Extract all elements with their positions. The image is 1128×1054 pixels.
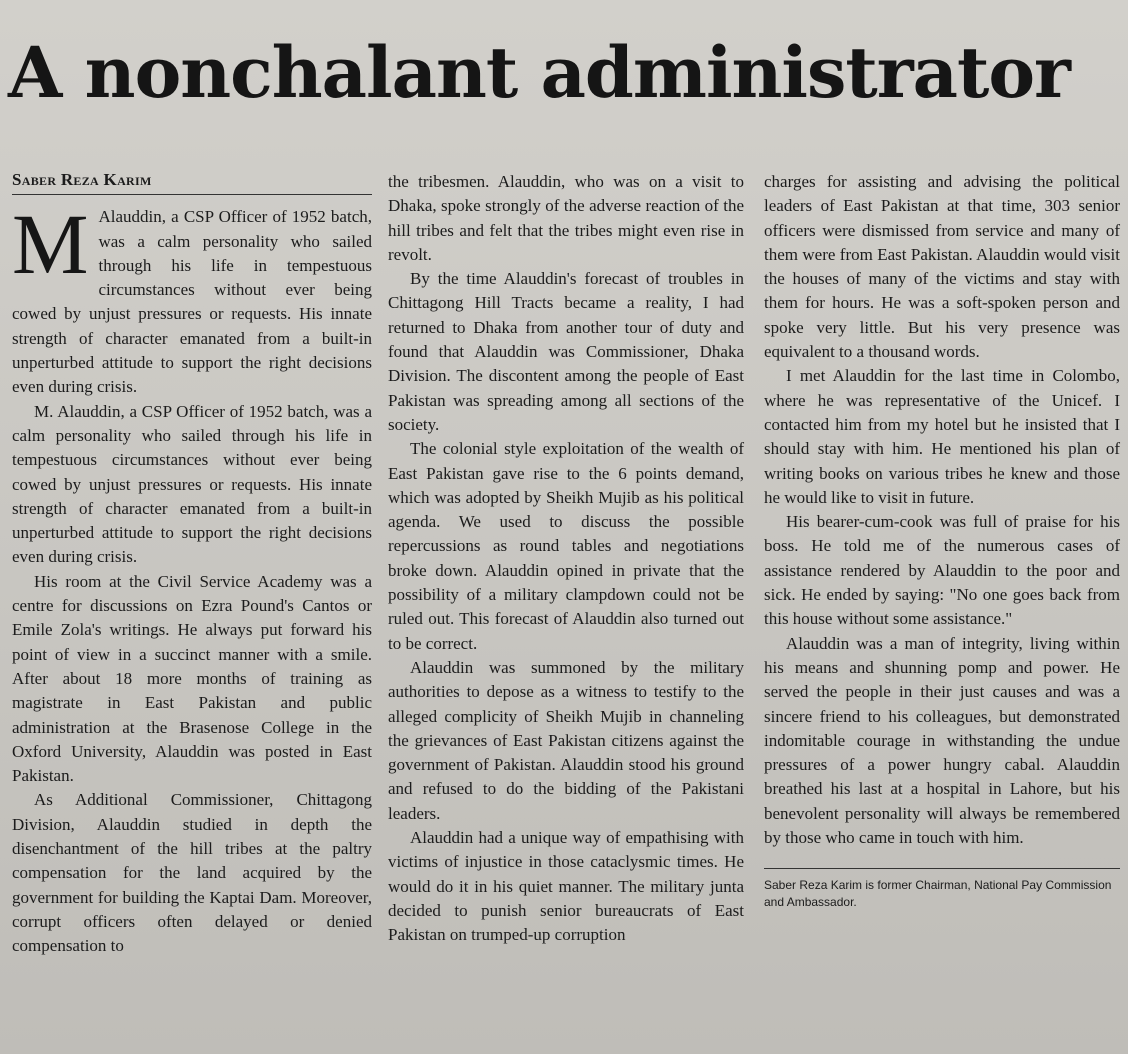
drop-cap: M <box>12 196 89 293</box>
paragraph: By the time Alauddin's forecast of troubles in Chittagong Hill Tracts became a reality, I had returned to Dhaka from another tour of duty and found that Alauddin was Commissioner, Dhaka Division. The discontent among the people of East Pakistan was spreading among all sections of the society. <box>388 269 744 434</box>
paragraph: M. Alauddin, a CSP Officer of 1952 batch, was a calm personality who sailed through his life in tempestuous circumstances without ever being cowed by unjust pressures or requests. His innate strength of character emanated from a built-in unperturbed attitude to support the right decisions even during crisis. <box>12 401 372 567</box>
column-3 <box>764 170 1120 911</box>
paragraph: I met Alauddin for the last time in Colombo, where he was representative of the Unicef. I contacted him from my hotel but he insisted that I should stay with him. He mentioned his plan of writing books on various tribes he knew and those he would like to visit in future. <box>764 366 1120 507</box>
author-footnote: Saber Reza Karim is former Chairman, National Pay Commission and Ambassador. <box>764 868 1120 911</box>
lead-paragraph <box>12 196 372 399</box>
column-1 <box>12 168 372 959</box>
column-2 <box>388 170 744 948</box>
paragraph: His room at the Civil Service Academy was a centre for discussions on Ezra Pound's Cantos or Emile Zola's writings. He always put forward his point of view in a succinct manner with a smile. After about 18 more months of training as magistrate in East Pakistan and public administration at the Brasenose College in the Oxford University, Alauddin was posted in East Pakistan. <box>12 571 372 786</box>
paragraph: Alauddin was summoned by the military authorities to depose as a witness to testify to the alleged complicity of Sheikh Mujib in channeling the grievances of East Pakistan citizens against the government of Pakistan. Alauddin stood his ground and refused to do the bidding of the Pakistani leaders. <box>388 657 744 823</box>
paragraph: As Additional Commissioner, Chittagong Division, Alauddin studied in depth the disenchantment of the hill tribes at the paltry compensation for the land acquired by the government for building the Kaptai Dam. Moreover, corrupt officers often delayed or denied compensation to <box>12 790 372 956</box>
paragraph: Alauddin had a unique way of empathising with victims of injustice in those cataclysmic times. He would do it in his quiet manner. The military junta decided to punish senior bureaucrats of East Pakistan on trumped-up corruption <box>388 828 744 945</box>
lead-text: Alauddin, a CSP Officer of 1952 batch, was a calm personality who sailed through his life in tempestuous circumstances without ever being cowed by unjust pressures or requests. His innate strength of character emanated from a built-in unperturbed attitude to support the right decisions even during crisis. <box>12 207 372 397</box>
paragraph: Alauddin was a man of integrity, living within his means and shunning pomp and power. He served the people in their just causes and was a sincere friend to his colleagues, but demonstrated indomitable courage in withstanding the undue pressures of a power hungry cabal. Alauddin breathed his last at a hospital in Lahore, but his benevolent personality will always be remembered by those who came in touch with him. <box>764 633 1120 848</box>
byline: Saber Reza Karim <box>12 168 372 195</box>
paragraph: His bearer-cum-cook was full of praise for his boss. He told me of the numerous cases of assistance rendered by Alauddin to the poor and sick. He ended by saying: "No one goes back from this house without some assistance." <box>764 512 1120 629</box>
paragraph: charges for assisting and advising the political leaders of East Pakistan at that time, 303 senior officers were dismissed from service and many of them were from East Pakistan. Alauddin would visit the houses of many of the victims and stay with them for hours. He was a soft-spoken person and spoke very little. But his very presence was equivalent to a thousand words. <box>764 172 1120 362</box>
paragraph: The colonial style exploitation of the wealth of East Pakistan gave rise to the 6 points demand, which was adopted by Sheikh Mujib as his political agenda. We used to discuss the possible repercussions as round tables and negotiations broke down. Alauddin opined in private that the possibility of a military clampdown could not be ruled out. This forecast of Alauddin also turned out to be correct. <box>388 439 744 653</box>
paragraph: the tribesmen. Alauddin, who was on a visit to Dhaka, spoke strongly of the adverse reaction of the hill tribes and felt that the tribes might even rise in revolt. <box>388 172 744 264</box>
headline: A nonchalant administrator <box>8 31 1070 114</box>
